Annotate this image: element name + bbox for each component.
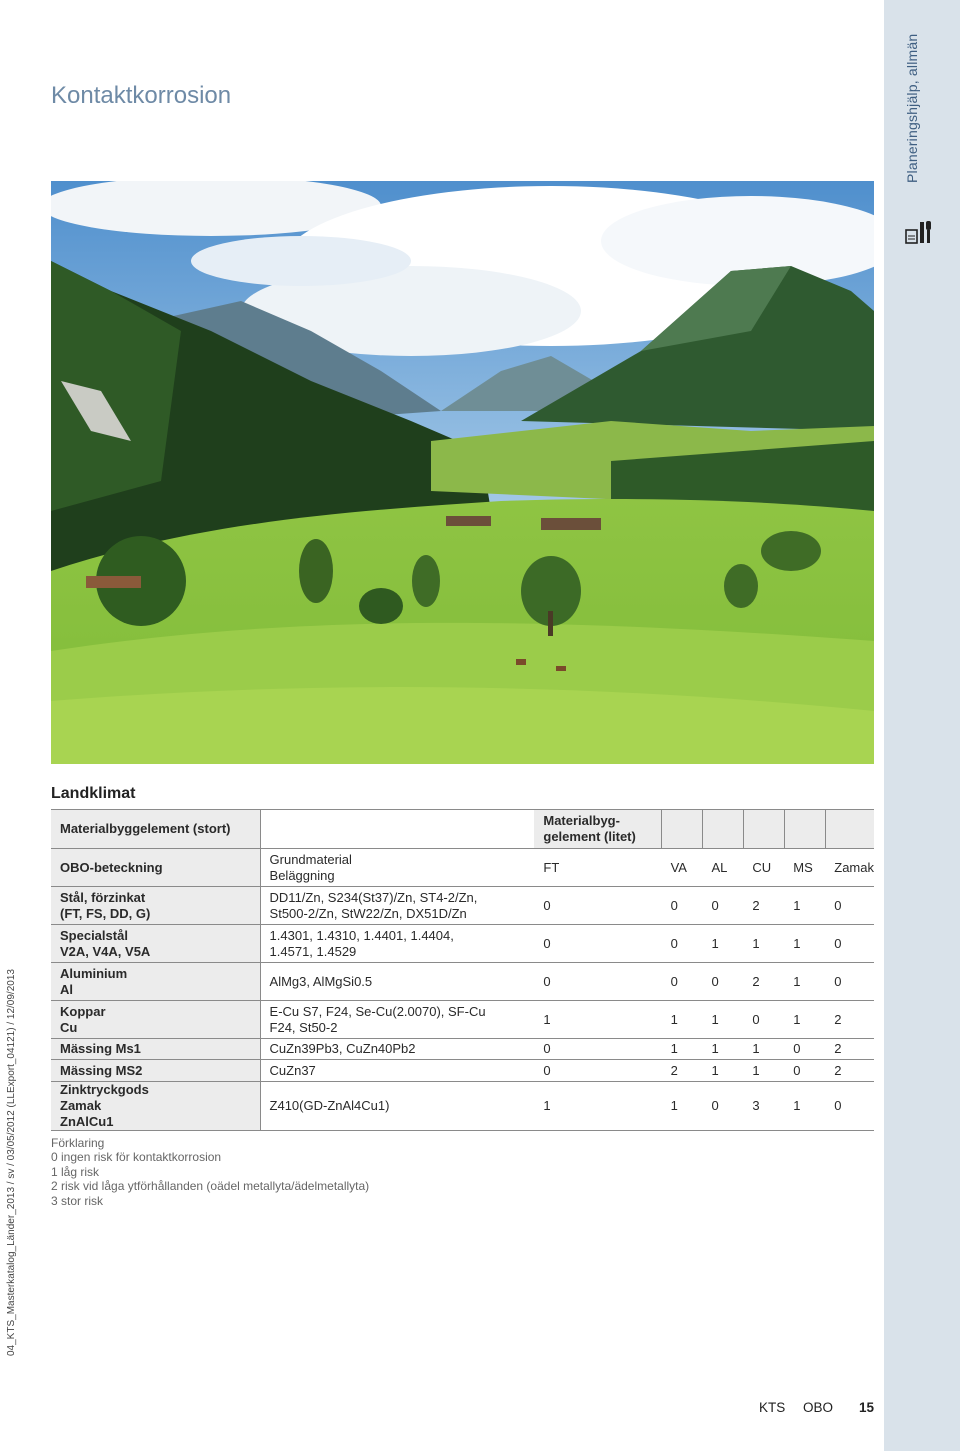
risk-value: 1 bbox=[711, 1011, 719, 1027]
table-row bbox=[51, 1039, 874, 1060]
risk-value: 0 bbox=[834, 973, 842, 989]
header-cell bbox=[784, 810, 825, 849]
risk-value: 1 bbox=[752, 1041, 760, 1056]
risk-value: 0 bbox=[793, 1062, 801, 1078]
risk-value: 1 bbox=[711, 1041, 719, 1056]
footer-obo: OBO bbox=[803, 1400, 834, 1415]
planning-tools-icon bbox=[905, 220, 933, 244]
risk-value: 0 bbox=[834, 935, 842, 951]
row-material: CuZn39Pb3, CuZn40Pb2 bbox=[269, 1041, 416, 1056]
section-title: Landklimat bbox=[51, 785, 136, 802]
header-cell bbox=[662, 810, 703, 849]
column-header: AL bbox=[711, 859, 728, 875]
row-designation: Koppar Cu bbox=[51, 1001, 260, 1039]
risk-value: 1 bbox=[793, 935, 801, 951]
column-header: CU bbox=[752, 859, 772, 875]
legend-item: 1 låg risk bbox=[51, 1164, 100, 1179]
risk-value: 0 bbox=[543, 1041, 551, 1056]
row-designation: Zinktryckgods Zamak ZnAlCu1 bbox=[51, 1082, 260, 1131]
side-band bbox=[884, 0, 960, 1451]
legend-item: 3 stor risk bbox=[51, 1193, 104, 1208]
table-row bbox=[51, 1001, 874, 1039]
risk-value: 0 bbox=[752, 1011, 760, 1027]
row-designation: Specialstål V2A, V4A, V5A bbox=[51, 925, 260, 963]
header-cell bbox=[702, 810, 743, 849]
table-header-row bbox=[51, 810, 874, 849]
row-designation: Mässing Ms1 bbox=[51, 1039, 260, 1060]
header-cell bbox=[825, 810, 874, 849]
risk-value: 1 bbox=[711, 1062, 719, 1078]
risk-value: 0 bbox=[711, 1098, 719, 1113]
risk-value: 2 bbox=[834, 1011, 842, 1027]
row-material: DD11/Zn, S234(St37)/Zn, ST4-2/Zn, St500-2/Zn, StW22/Zn, DX51D/Zn bbox=[269, 889, 478, 921]
risk-value: 1 bbox=[793, 1011, 801, 1027]
row-material: E-Cu S7, F24, Se-Cu(2.0070), SF-Cu F24, St50-2 bbox=[269, 1003, 486, 1035]
table-row bbox=[51, 1082, 874, 1131]
legend bbox=[51, 1136, 369, 1208]
row-material: 1.4301, 1.4310, 1.4401, 1.4404, 1.4571, 1.4529 bbox=[269, 927, 454, 959]
material-header: Grundmaterial Beläggning bbox=[269, 851, 352, 883]
risk-value: 1 bbox=[543, 1098, 551, 1113]
header-cell bbox=[743, 810, 784, 849]
risk-value: 0 bbox=[711, 973, 719, 989]
column-header: VA bbox=[670, 859, 687, 875]
row-material: AlMg3, AlMgSi0.5 bbox=[269, 973, 373, 989]
footer-kts: KTS bbox=[759, 1400, 786, 1415]
risk-value: 0 bbox=[543, 973, 551, 989]
risk-value: 0 bbox=[834, 897, 842, 913]
header-small-element: Materialbyg- gelement (litet) bbox=[534, 810, 661, 849]
risk-value: 0 bbox=[670, 973, 678, 989]
risk-value: 0 bbox=[670, 897, 678, 913]
risk-value: 1 bbox=[793, 1098, 801, 1113]
legend-title: Förklaring bbox=[51, 1136, 105, 1150]
page-number: 15 bbox=[859, 1400, 875, 1415]
column-header: MS bbox=[793, 859, 813, 875]
page-title: Kontaktkorrosion bbox=[51, 82, 232, 109]
risk-value: 1 bbox=[670, 1011, 678, 1027]
header-spacer bbox=[260, 810, 534, 849]
file-metadata: 04_KTS_Masterkatalog_Länder_2013 / sv / 03/05/2012 (LLExport_04121) / 12/09/2013 bbox=[6, 969, 17, 1356]
designation-header: OBO-beteckning bbox=[51, 849, 260, 887]
header-large-element: Materialbyggelement (stort) bbox=[51, 810, 260, 849]
risk-value: 2 bbox=[670, 1062, 678, 1078]
landscape-photo bbox=[51, 181, 874, 764]
risk-value: 1 bbox=[711, 935, 719, 951]
risk-value: 1 bbox=[670, 1098, 678, 1113]
row-material: CuZn37 bbox=[269, 1062, 316, 1078]
row-designation: Aluminium Al bbox=[51, 963, 260, 1001]
risk-value: 0 bbox=[793, 1041, 801, 1056]
risk-value: 1 bbox=[793, 973, 801, 989]
risk-value: 2 bbox=[834, 1062, 842, 1078]
risk-value: 1 bbox=[793, 897, 801, 913]
legend-item: 0 ingen risk för kontaktkorrosion bbox=[51, 1150, 222, 1165]
risk-value: 0 bbox=[834, 1098, 842, 1113]
risk-value: 0 bbox=[670, 935, 678, 951]
column-header: Zamak bbox=[834, 859, 874, 875]
corrosion-table bbox=[51, 809, 874, 1131]
risk-value: 0 bbox=[711, 897, 719, 913]
table-row bbox=[51, 1060, 874, 1082]
risk-value: 1 bbox=[543, 1011, 551, 1027]
legend-item: 2 risk vid låga ytförhållanden (oädel metallyta/ädelmetallyta) bbox=[51, 1179, 370, 1194]
row-material: Z410(GD-ZnAl4Cu1) bbox=[269, 1098, 390, 1113]
table-row bbox=[51, 887, 874, 925]
column-header: FT bbox=[543, 859, 560, 875]
risk-value: 3 bbox=[752, 1098, 760, 1113]
table-subheader-row bbox=[51, 849, 874, 887]
row-designation: Mässing MS2 bbox=[51, 1060, 260, 1082]
risk-value: 0 bbox=[543, 935, 551, 951]
side-section-title: Planeringshjälp, allmän bbox=[904, 33, 920, 183]
risk-value: 2 bbox=[752, 973, 760, 989]
risk-value: 1 bbox=[752, 1062, 760, 1078]
table-row bbox=[51, 925, 874, 963]
risk-value: 1 bbox=[670, 1041, 678, 1056]
risk-value: 1 bbox=[752, 935, 760, 951]
table-row bbox=[51, 963, 874, 1001]
risk-value: 0 bbox=[543, 897, 551, 913]
risk-value: 2 bbox=[752, 897, 760, 913]
risk-value: 0 bbox=[543, 1062, 551, 1078]
row-designation: Stål, förzinkat (FT, FS, DD, G) bbox=[51, 887, 260, 925]
risk-value: 2 bbox=[834, 1041, 842, 1056]
